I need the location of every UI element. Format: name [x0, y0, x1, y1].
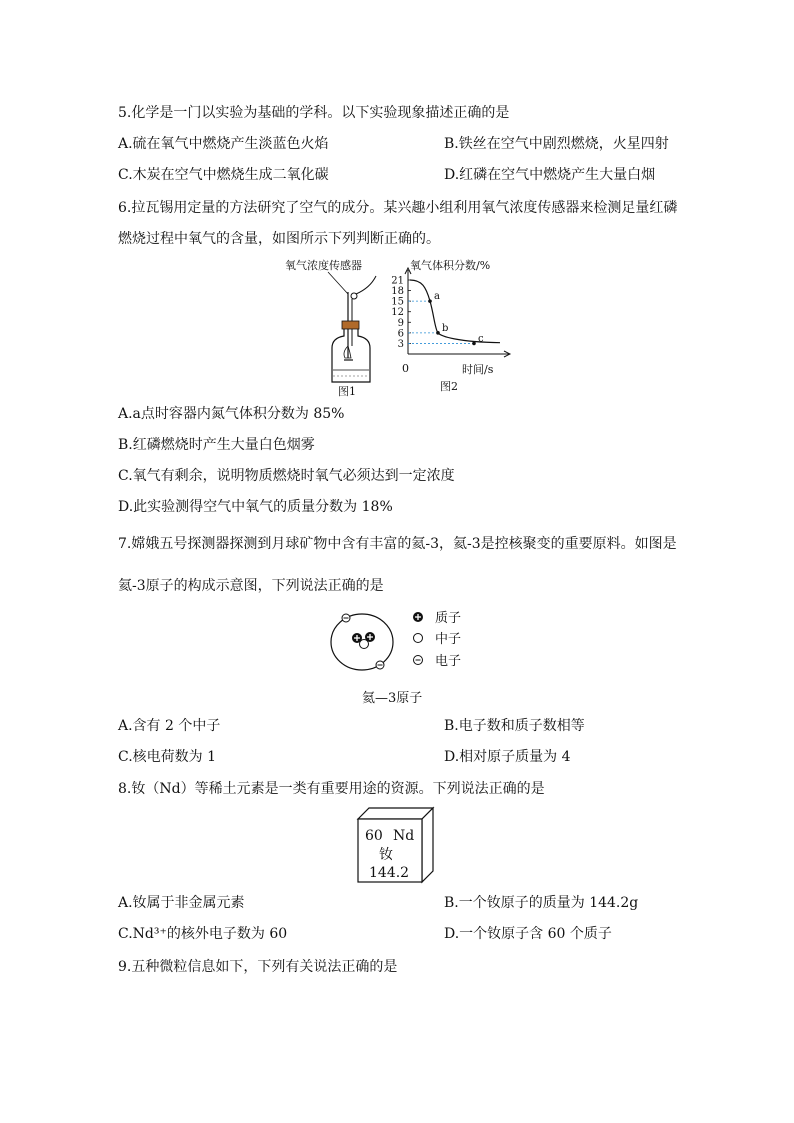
point-label-a: a [434, 291, 440, 303]
point-a [428, 299, 432, 303]
q6-figure2 [388, 252, 518, 401]
sensor-label: 氧气浓度传感器 [285, 259, 362, 272]
q7-stem-line1: 7.嫦娥五号探测器探测到月球矿物中含有丰富的氦-3，氦-3是控核聚变的重要原料。如图是 [118, 536, 677, 552]
point-c [472, 342, 476, 346]
point-label-b: b [442, 322, 449, 334]
q6-figure1 [280, 252, 390, 401]
cube-top [358, 808, 433, 819]
element-name: 钕 [379, 847, 393, 863]
chart-guide-lines [408, 301, 474, 343]
element-symbol: Nd [393, 828, 415, 844]
y-tick-label: 12 [391, 307, 404, 319]
oxygen-curve [410, 280, 500, 343]
sensor-wire [356, 276, 376, 294]
figure1-caption: 图1 [338, 385, 356, 397]
legend-electron-label: 电子 [435, 654, 462, 669]
q6-stem-line1: 6.拉瓦锡用定量的方法研究了空气的成分。某兴趣小组利用氧气浓度传感器来检测足量红磷 [118, 200, 678, 216]
q8-option-a: A.钕属于非金属元素 [118, 895, 245, 911]
atom-caption: 氦—3原子 [362, 691, 423, 706]
legend-proton-label: 质子 [435, 611, 462, 626]
point-label-c: c [478, 333, 484, 345]
chart-y-axis-label: 氧气体积分数/% [410, 259, 491, 272]
chart-marked-points [428, 291, 484, 345]
cube-side [422, 808, 433, 882]
rubber-stopper [342, 321, 359, 329]
q7-option-a: A.含有 2 个中子 [118, 718, 221, 734]
y-tick-label: 21 [391, 275, 404, 287]
legend-neutron-label: 中子 [435, 632, 462, 647]
q8-option-d: D.一个钕原子含 60 个质子 [444, 926, 612, 942]
chart-x-axis-label: 时间/s [462, 363, 494, 376]
q6-option-a: A.a点时容器内氮气体积分数为 85% [118, 406, 345, 422]
q6-option-c: C.氧气有剩余，说明物质燃烧时氧气必须达到一定浓度 [118, 468, 455, 484]
gas-jar [332, 329, 370, 382]
q7-option-d: D.相对原子质量为 4 [444, 749, 571, 765]
q8-stem: 8.钕（Nd）等稀土元素是一类有重要用途的资源。下列说法正确的是 [118, 781, 545, 797]
atomic-mass: 144.2 [369, 865, 410, 881]
point-b [436, 331, 440, 335]
neutron-icon [360, 640, 369, 649]
q7-option-c: C.核电荷数为 1 [118, 749, 217, 765]
y-tick-label: 15 [391, 296, 404, 308]
q5-stem: 5.化学是一门以实验为基础的学科。以下实验现象描述正确的是 [118, 105, 510, 121]
q5-option-c: C.木炭在空气中燃烧生成二氧化碳 [118, 167, 329, 183]
q6-option-b: B.红磷燃烧时产生大量白色烟雾 [118, 437, 315, 453]
sensor-head [351, 293, 357, 299]
sensor-pointer [328, 272, 348, 294]
q5-option-a: A.硫在氧气中燃烧产生淡蓝色火焰 [118, 136, 329, 152]
y-tick-label: 3 [397, 338, 404, 350]
q8-option-c: C.Nd³⁺的核外电子数为 60 [118, 926, 288, 942]
atomic-number: 60 [365, 828, 383, 844]
q8-element-cell [355, 805, 445, 889]
q7-stem-line2: 氦-3原子的构成示意图，下列说法正确的是 [118, 578, 384, 594]
q6-option-d: D.此实验测得空气中氧气的质量分数为 18% [118, 499, 393, 515]
q6-stem-line2: 燃烧过程中氧气的含量，如图所示下列判断正确的。 [118, 231, 440, 247]
q5-option-d: D.红磷在空气中燃烧产生大量白烟 [444, 167, 656, 183]
q8-option-b: B.一个钕原子的质量为 144.2g [444, 895, 639, 911]
q7-option-b: B.电子数和质子数相等 [444, 718, 585, 734]
figure2-caption: 图2 [440, 380, 458, 393]
q9-stem: 9.五种微粒信息如下，下列有关说法正确的是 [118, 959, 398, 975]
y-tick-label: 6 [397, 328, 404, 340]
y-tick-label: 9 [397, 317, 404, 329]
y-tick-label: 18 [391, 286, 404, 298]
legend-neutron-icon [414, 634, 423, 643]
q5-option-b: B.铁丝在空气中剧烈燃烧，火星四射 [444, 136, 669, 152]
q7-atom-figure [320, 600, 480, 714]
chart-origin-label: 0 [402, 362, 409, 375]
